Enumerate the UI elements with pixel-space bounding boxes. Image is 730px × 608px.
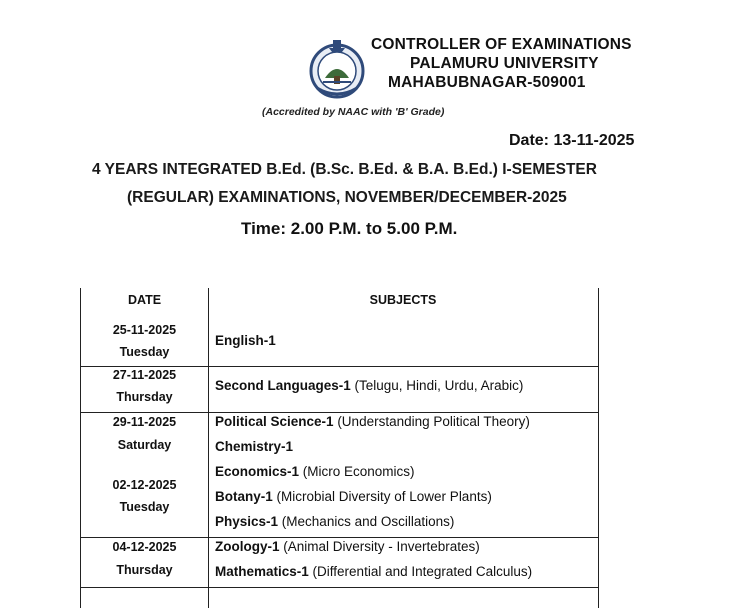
header-subjects: SUBJECTS	[369, 293, 437, 307]
accreditation-note: (Accredited by NAAC with 'B' Grade)	[262, 106, 445, 118]
row-day: Saturday	[117, 438, 172, 452]
subject-entry: Political Science-1 (Understanding Political Theory)	[215, 414, 530, 429]
header-controller: CONTROLLER OF EXAMINATIONS	[371, 36, 632, 53]
subject-entry: Second Languages-1 (Telugu, Hindi, Urdu, Arabic)	[215, 378, 524, 393]
subject-entry: Mathematics-1 (Differential and Integrated Calculus)	[215, 564, 533, 579]
university-seal-logo	[307, 38, 367, 100]
row-date: 25-11-2025	[112, 323, 177, 337]
row-date: 02-12-2025	[112, 478, 177, 492]
row-divider	[81, 412, 598, 413]
row-day: Tuesday	[119, 345, 170, 359]
header-date: DATE	[127, 293, 162, 307]
row-day: Thursday	[116, 390, 173, 404]
subject-entry: Zoology-1 (Animal Diversity - Invertebrates)	[215, 539, 480, 554]
row-divider	[81, 366, 598, 367]
subject-entry: English-1	[215, 333, 276, 348]
subject-entry: Chemistry-1	[215, 439, 294, 454]
header-address: MAHABUBNAGAR-509001	[388, 74, 586, 91]
exam-timetable	[80, 288, 599, 608]
notice-date: Date: 13-11-2025	[509, 132, 635, 149]
row-day: Thursday	[116, 563, 173, 577]
exam-title-line1: 4 YEARS INTEGRATED B.Ed. (B.Sc. B.Ed. & B.A. B.Ed.) I-SEMESTER	[92, 161, 597, 178]
exam-time: Time: 2.00 P.M. to 5.00 P.M.	[241, 219, 458, 238]
subject-entry: Economics-1 (Micro Economics)	[215, 464, 415, 479]
subject-entry: Botany-1 (Microbial Diversity of Lower Plants)	[215, 489, 492, 504]
header-university: PALAMURU UNIVERSITY	[410, 55, 599, 72]
row-divider	[81, 587, 598, 588]
row-date: 04-12-2025	[112, 540, 177, 554]
row-date: 29-11-2025	[112, 415, 177, 429]
exam-title-line2: (REGULAR) EXAMINATIONS, NOVEMBER/DECEMBER-2025	[127, 189, 567, 206]
row-day: Tuesday	[119, 500, 170, 514]
row-divider	[81, 537, 598, 538]
row-date: 27-11-2025	[112, 368, 177, 382]
column-divider	[208, 288, 209, 608]
subject-entry: Physics-1 (Mechanics and Oscillations)	[215, 514, 455, 529]
